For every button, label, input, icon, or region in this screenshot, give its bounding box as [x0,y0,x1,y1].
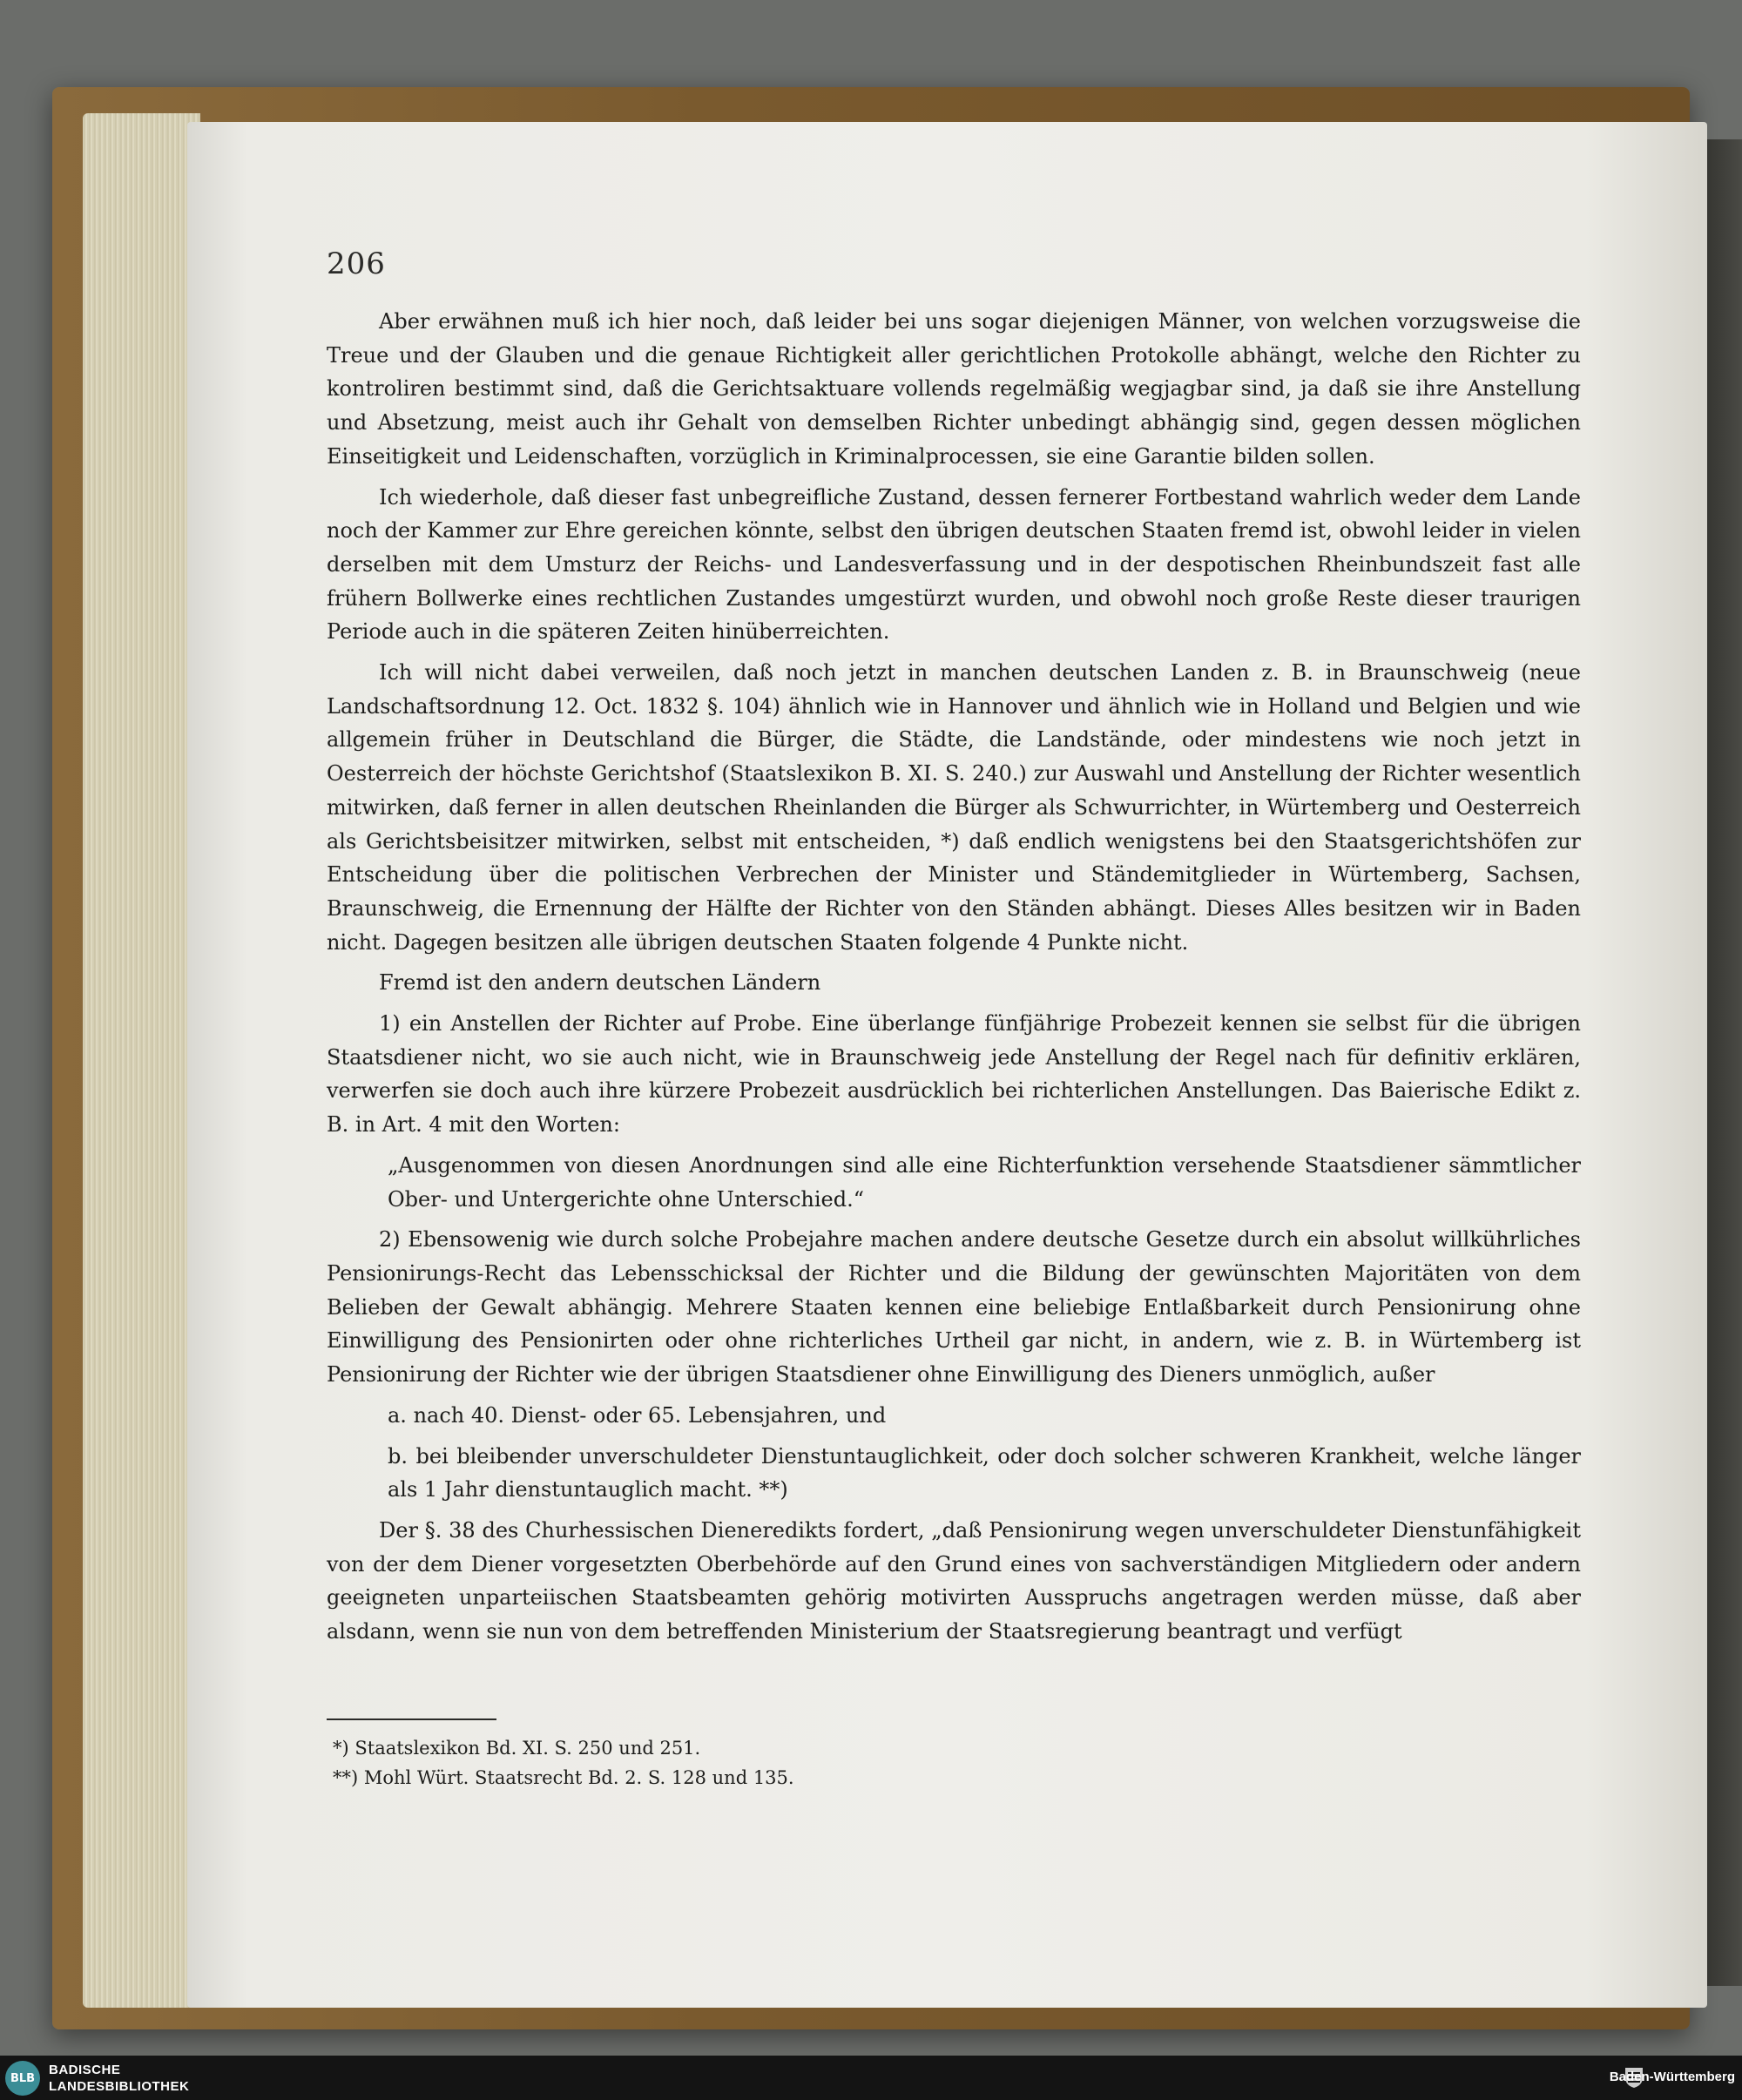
paragraph: Aber erwähnen muß ich hier noch, daß leider bei uns sogar diejenigen Männer, von welchen vorzugsweise die Treue und der Glauben und die genaue Richtigkeit aller gerichtlichen Protokolle abhängt, welche den Richter zu kontroliren bestimmt sind, daß die Gerichtsaktuare vollends regelmäßig wegjagbar sind, ja daß sie ihre Anstellung und Absetzung, meist auch ihr Gehalt von demselben Richter unbedingt abhängig sind, gegen dessen möglichen Einseitigkeit und Leidenschaften, vorzüglich in Kriminalprocessen, sie eine Garantie bilden sollen. [327,309,1581,469]
paragraph: 1) ein Anstellen der Richter auf Probe. Eine überlange fünfjährige Probezeit kennen sie selbst für die übrigen Staatsdiener nicht, wo sie auch nicht, wie in Braunschweig jede Anstellung der Regel nach für definitiv erklären, verwerfen sie doch auch ihre kürzere Probezeit ausdrücklich bei richterlichen Anstellungen. Das Baierische Edikt z. B. in Art. 4 mit den Worten: [327,1011,1581,1138]
list-item: a. nach 40. Dienst- oder 65. Lebensjahren, und [388,1402,887,1428]
page-body [327,305,1581,1656]
page-number: 206 [327,246,386,281]
library-name[interactable] [49,2062,189,2095]
list-item: b. bei bleibender unverschuldeter Dienstuntauglichkeit, oder doch solcher schweren Krankheit, welche länger als 1 Jahr dienstuntauglich macht. **) [388,1443,1581,1502]
partner-name[interactable]: Baden-Württemberg [1609,2070,1735,2084]
page-edges [83,113,200,2008]
footnote-divider [327,1718,496,1720]
paragraph: Ich wiederhole, daß dieser fast unbegreifliche Zustand, dessen fernerer Fortbestand wahrlich weder dem Lande noch der Kammer zur Ehre gereichen könnte, selbst den übrigen deutschen Staaten fremd ist, obwohl leider in vielen derselben mit dem Umsturz der Reichs- und Landesverfassung und in der despotischen Rheinbundszeit fast alle frühern Bollwerke eines rechtlichen Zustandes umgestürzt wurden, und obwohl noch große Reste dieser traurigen Periode auch in die späteren Zeiten hinüberreichten. [327,484,1581,645]
quotation: „Ausgenommen von diesen Anordnungen sind alle eine Richterfunktion versehende Staatsdiener sämmtlicher Ober- und Untergerichte ohne Unterschied.“ [388,1152,1581,1212]
paragraph: Fremd ist den andern deutschen Ländern [379,970,821,996]
paragraph: Der §. 38 des Churhessischen Dieneredikts fordert, „daß Pensionirung wegen unverschuldeter Dienstunfähigkeit von der dem Diener vorgesetzten Oberbehörde auf den Grund eines von sachverständigen Mitgliedern oder andern geeigneten unparteiischen Staatsbeamten gehörig motivirten Ausspruchs angetragen werden müsse, daß aber alsdann, wenn sie nun von dem betreffenden Ministerium der Staatsregierung beantragt und verfügt [327,1517,1581,1644]
library-name-line: LANDESBIBLIOTHEK [49,2079,190,2094]
library-name-line: BADISCHE [49,2063,121,2077]
paragraph: 2) Ebensowenig wie durch solche Probejahre machen andere deutsche Gesetze durch ein absolut willkührliches Pensionirungs-Recht das Lebensschicksal der Richter und die Bildung der gewünschten Majoritäten von dem Belieben der Gewalt abhängig. Mehrere Staaten kennen eine beliebige Entlaßbarkeit durch Pensionirung ohne Einwilligung des Pensionirten oder ohne richterliches Urtheil gar nicht, in andern, wie z. B. in Würtemberg ist Pensionirung der Richter wie der übrigen Staatsdiener ohne Einwilligung des Dieners unmöglich, außer [327,1227,1581,1388]
paragraph: Ich will nicht dabei verweilen, daß noch jetzt in manchen deutschen Landen z. B. in Braunschweig (neue Landschaftsordnung 12. Oct. 1832 §. 104) ähnlich wie in Hannover und ähnlich wie in Holland und Belgien und wie allgemein früher in Deutschland die Bürger, die Städte, die Landstände, oder mindestens wie noch jetzt in Oesterreich der höchste Gerichtshof (Staatslexikon B. XI. S. 240.) zur Auswahl und Anstellung der Richter wesentlich mitwirken, daß ferner in allen deutschen Rheinlanden die Bürger als Schwurrichter, in Würtemberg und Oesterreich als Gerichtsbeisitzer mitwirken, selbst mit entscheiden, *) daß endlich wenigstens bei den Staatsgerichtshöfen zur Entscheidung über die politischen Verbrechen der Minister und Ständemitglieder in Würtemberg, Sachsen, Braunschweig, die Ernennung der Hälfte der Richter von den Ständen abhängt. Dieses Alles besitzen wir in Baden nicht. Dagegen besitzen alle übrigen deutschen Staaten folgende 4 Punkte nicht. [327,660,1581,955]
footnote: *) Staatslexikon Bd. XI. S. 250 und 251. [333,1738,701,1759]
footnotes [333,1733,1378,1793]
viewer-footer-bar [0,2056,1742,2100]
blb-logo-text: BLB [10,2071,36,2085]
blb-logo-icon[interactable] [5,2061,40,2096]
footnote: **) Mohl Würt. Staatsrecht Bd. 2. S. 128 und 135. [333,1767,794,1788]
